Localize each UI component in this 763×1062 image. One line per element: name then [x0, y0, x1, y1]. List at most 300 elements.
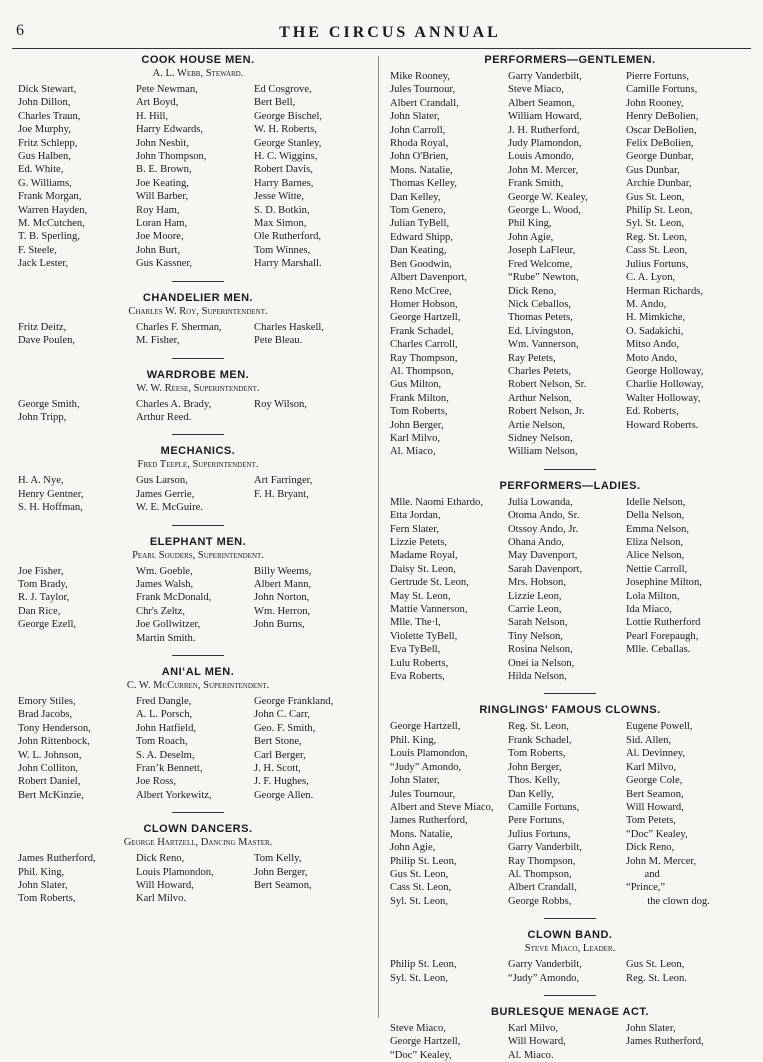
person-name: Onei ia Nelson, [508, 657, 575, 669]
person-name: Frank Schadel, [390, 325, 454, 337]
person-name: Walter Holloway, [626, 392, 701, 404]
person-name: Albert Crandall, [508, 882, 577, 894]
person-name: W. E. McGuire. [136, 502, 203, 514]
section [18, 536, 378, 645]
person-name: W. L. Johnson, [18, 749, 82, 761]
person-name: Artie Nelson, [508, 419, 566, 431]
person-name: John Berger, [254, 866, 308, 878]
person-name: Syl. St. Leon, [390, 895, 448, 907]
person-name: Sidney Nelson, [508, 432, 573, 444]
person-name: Pierre Fortuns, [626, 71, 689, 82]
person-name: Phil King, [508, 218, 552, 230]
person-name: Karl Milvo. [136, 893, 187, 905]
person-name: Gus Kassner, [136, 258, 193, 270]
person-name: John Dillon, [18, 97, 71, 109]
person-name: Dick Reno, [136, 853, 185, 865]
person-name: Julius Fortuns, [626, 258, 689, 270]
person-name: Thomas Kelley, [390, 178, 457, 190]
person-name: Eva Roberts, [390, 671, 445, 683]
person-name: Julia Lowanda, [508, 496, 573, 508]
person-name: “Judy” Amondo, [390, 761, 462, 773]
person-name: Robert Nelson, Jr. [508, 406, 585, 418]
person-name: Will Howard, [136, 880, 194, 892]
person-name: John C. Carr, [254, 709, 311, 721]
person-name: Fern Slater, [390, 523, 440, 535]
person-name: Mlle. Ceballas. [626, 644, 691, 656]
person-name: John Berger, [390, 419, 444, 431]
name-list [390, 1022, 750, 1062]
name-column [18, 398, 136, 425]
person-name: Fred Dangle, [136, 695, 192, 707]
section-title: CHANDELIER MEN. [142, 291, 254, 304]
person-name: Violette TyBell, [390, 630, 458, 642]
name-list [18, 83, 378, 271]
person-name: and [626, 868, 660, 880]
person-name: Fritz Schlepp, [18, 137, 78, 149]
person-name: Tom Brady, [18, 578, 68, 590]
person-name: Wm. Herron, [254, 605, 311, 617]
person-name: John Slater, [18, 880, 68, 892]
person-name: George Hartzell, [390, 312, 461, 324]
name-list [390, 70, 750, 459]
person-name: Bert Bell, [254, 97, 296, 109]
person-name: Pearl Forepaugh, [626, 630, 699, 642]
person-name: Karl Milvo, [508, 1022, 559, 1034]
person-name: Reg. St. Leon, [508, 721, 569, 733]
person-name: Karl Milvo, [626, 761, 677, 773]
person-name: Eliza Nelson, [626, 537, 684, 548]
section-title: ANIʻAL MEN. [161, 665, 235, 678]
name-column [18, 565, 136, 645]
person-name: Mlle. The·l, [390, 617, 441, 629]
person-name: J. F. Hughes, [254, 776, 309, 788]
name-column [136, 321, 254, 348]
left-column [18, 54, 378, 906]
person-name: Eva TyBell, [390, 644, 441, 656]
person-name: Louis Plamondon, [136, 866, 214, 878]
person-name: Frank Morgan, [18, 191, 82, 203]
person-name: H. Hill, [136, 110, 169, 122]
person-name: Rosina Nelson, [508, 644, 573, 656]
person-name: John O'Brien, [390, 151, 449, 163]
section-subtitle: Steve Miaco, Leader. [524, 943, 616, 955]
person-name: Della Nelson, [626, 510, 685, 522]
person-name: Dick Reno, [626, 842, 675, 854]
name-column [18, 321, 136, 348]
person-name: Sarah Nelson, [508, 617, 568, 629]
person-name: H. C. Wiggins, [254, 151, 318, 163]
name-column [390, 1022, 508, 1062]
person-name: Reg. St. Leon, [626, 231, 687, 243]
person-name: Thos. Kelly, [508, 775, 560, 787]
name-column [508, 958, 626, 985]
person-name: Reno McCree, [390, 285, 452, 297]
person-name: Dan Kelly, [508, 788, 554, 800]
name-column [390, 496, 508, 684]
person-name: John Thompson, [136, 151, 207, 163]
person-name: Al. Devinney, [626, 748, 686, 760]
person-name: Bert Seamon, [626, 788, 684, 800]
person-name: Rhoda Royal, [390, 138, 449, 150]
person-name: Robert Davis, [254, 164, 313, 176]
person-name: John Berger, [508, 761, 562, 773]
person-name: Tony Henderson, [18, 722, 91, 734]
person-name: Oscar DeBolien, [626, 124, 697, 136]
person-name: Albert and Steve Miaco, [390, 801, 494, 813]
person-name: Ben Goodwin, [390, 258, 452, 270]
person-name: George W. Kealey, [508, 191, 588, 203]
section [18, 292, 378, 348]
person-name: George Hartzell, [390, 721, 461, 733]
person-name: Jack Lester, [18, 258, 69, 270]
name-column [626, 496, 750, 684]
person-name: Joe Gollwitzer, [136, 619, 201, 631]
person-name: Harry Marshall. [254, 258, 322, 270]
person-name: Mike Rooney, [390, 71, 450, 82]
name-column [254, 695, 378, 802]
name-column [626, 720, 750, 908]
person-name: Henry Gentner, [18, 488, 84, 500]
name-list [18, 852, 378, 906]
person-name: Emma Nelson, [626, 523, 689, 535]
person-name: Madame Royal, [390, 550, 458, 562]
section-title: ELEPHANT MEN. [149, 535, 247, 548]
person-name: John Carroll, [390, 124, 446, 136]
person-name: Garry Vanderbilt, [508, 842, 582, 854]
section-separator [172, 812, 224, 813]
person-name: Fred Welcome, [508, 258, 573, 270]
person-name: Al. Miaco. [508, 1049, 554, 1061]
person-name: the clown dog. [626, 895, 710, 907]
person-name: Jules Tournour, [390, 788, 456, 800]
name-column [508, 496, 626, 684]
person-name: Joe Moore, [136, 231, 184, 243]
person-name: Judy Plamondon, [508, 138, 582, 150]
name-list [390, 958, 750, 985]
person-name: Dan Rice, [18, 605, 61, 617]
person-name: John Burns, [254, 619, 305, 631]
name-column [18, 83, 136, 271]
person-name: Sarah Davenport, [508, 563, 583, 575]
person-name: Ed Cosgrove, [254, 84, 312, 95]
person-name: Roy Wilson, [254, 398, 307, 410]
person-name: Albert Seamon, [508, 97, 575, 109]
person-name: Louis Amondo, [508, 151, 574, 163]
section-subtitle: Pearl Souders, Superintendent. [132, 549, 264, 561]
name-column [508, 1022, 626, 1062]
person-name: Josephine Milton, [626, 577, 702, 589]
section-title: COOK HOUSE MEN. [141, 54, 255, 66]
person-name: Reg. St. Leon. [626, 972, 687, 984]
person-name: Bert Stone, [254, 736, 302, 748]
person-name: Carrie Leon, [508, 604, 562, 616]
running-head: THE CIRCUS ANNUAL [279, 24, 501, 41]
section-separator [544, 693, 596, 694]
person-name: William Howard, [508, 111, 582, 123]
person-name: Henry DeBolien, [626, 111, 699, 123]
person-name: Will Barber, [136, 191, 189, 203]
person-name: Philip St. Leon, [390, 855, 457, 867]
section [18, 54, 378, 271]
person-name: Chr's Zeltz, [136, 605, 185, 617]
person-name: Will Howard, [626, 801, 684, 813]
person-name: Charles Haskell, [254, 321, 325, 333]
section-separator [172, 434, 224, 435]
person-name: Joe Ross, [136, 776, 177, 788]
person-name: Robert Nelson, Sr. [508, 379, 587, 391]
section-subtitle: Fred Teeple, Superintendent. [137, 459, 259, 471]
person-name: Lola Milton, [626, 590, 680, 602]
section-title: WARDROBE MEN. [146, 368, 250, 381]
name-column [18, 695, 136, 802]
person-name: Cass St. Leon, [626, 245, 688, 257]
person-name: John M. Mercer, [508, 164, 579, 176]
person-name: Wm. Goeble, [136, 565, 193, 577]
person-name: May Davenport, [508, 550, 578, 562]
person-name: Ray Petets, [508, 352, 556, 364]
person-name: George Frankland, [254, 695, 334, 707]
person-name: Mons. Natalie, [390, 828, 453, 840]
person-name: Otssoy Ando, Jr. [508, 523, 579, 535]
name-list [18, 398, 378, 425]
person-name: Edward Shipp, [390, 231, 453, 243]
person-name: Philip St. Leon, [626, 205, 693, 217]
section-separator [172, 525, 224, 526]
person-name: Franʼk Bennett, [136, 763, 203, 774]
person-name: Archie Dunbar, [626, 178, 692, 190]
person-name: M. Fisher, [136, 335, 180, 347]
name-column [254, 565, 378, 645]
person-name: S. D. Botkin, [254, 204, 310, 216]
person-name: Dave Poulen, [18, 335, 76, 347]
right-column [390, 54, 750, 1062]
person-name: John Tripp, [18, 411, 67, 423]
person-name: F. H. Bryant, [254, 488, 309, 500]
person-name: Otoma Ando, Sr. [508, 510, 580, 522]
person-name: George Stanley, [254, 137, 322, 149]
person-name: W. H. Roberts, [254, 124, 317, 136]
person-name: Harry Edwards, [136, 124, 204, 136]
person-name: Joseph LaFleur, [508, 245, 576, 257]
person-name: Geo. F. Smith, [254, 722, 316, 734]
person-name: Gus St. Leon, [626, 191, 685, 203]
person-name: Albert Crandall, [390, 97, 459, 109]
person-name: James Gerrie, [136, 488, 195, 500]
person-name: “Doc” Kealey, [626, 828, 688, 840]
person-name: Art Boyd, [136, 97, 179, 109]
person-name: Al. Thompson, [508, 868, 572, 880]
person-name: Etta Jordan, [390, 510, 441, 522]
person-name: Gertrude St. Leon, [390, 577, 469, 589]
name-list [18, 474, 378, 514]
person-name: Albert Davenport, [390, 272, 468, 284]
person-name: Daisy St. Leon, [390, 563, 456, 575]
person-name: Mitso Ando, [626, 339, 679, 351]
person-name: Alice Nelson, [626, 550, 685, 562]
person-name: Joe Fisher, [18, 565, 64, 577]
person-name: Jesse Witte, [254, 191, 304, 203]
name-column [254, 474, 378, 514]
person-name: S. H. Hoffman, [18, 502, 83, 514]
person-name: G. Williams, [18, 177, 72, 189]
name-column [254, 852, 378, 906]
person-name: Max Simon, [254, 218, 307, 230]
person-name: Charles Carroll, [390, 339, 458, 351]
person-name: Mons. Natalie, [390, 164, 453, 176]
person-name: Nettie Carroll, [626, 563, 688, 575]
section-title: CLOWN BAND. [527, 929, 613, 942]
section-subtitle: A. L. Webb, Steward. [152, 68, 244, 79]
person-name: Garry Vanderbilt, [508, 959, 582, 971]
name-column [626, 958, 750, 985]
name-list [390, 720, 750, 908]
person-name: George Smith, [18, 398, 80, 410]
person-name: Wm. Vannerson, [508, 339, 579, 351]
person-name: William Nelson, [508, 446, 578, 458]
person-name: John Slater, [390, 111, 440, 123]
person-name: Bert Seamon, [254, 880, 312, 892]
person-name: Tom Roberts, [508, 748, 566, 760]
person-name: Albert Mann, [254, 578, 312, 590]
name-column [254, 83, 378, 271]
person-name: Charles Petets, [508, 365, 571, 377]
name-column [18, 474, 136, 514]
person-name: Mrs. Hobson, [508, 577, 566, 589]
name-column [254, 321, 378, 348]
person-name: Frank Smith, [508, 178, 564, 190]
person-name: Ida Miaco, [626, 604, 672, 616]
name-column [136, 474, 254, 514]
person-name: John M. Mercer, [626, 855, 697, 867]
person-name: O. Sadakichi, [626, 325, 684, 337]
person-name: “Rube” Newton, [508, 272, 579, 284]
section-separator [172, 281, 224, 282]
person-name: “Judy” Amondo, [508, 972, 580, 984]
person-name: T. B. Sperling, [18, 231, 80, 243]
person-name: Steve Miaco, [390, 1022, 446, 1034]
person-name: George Ezell, [18, 619, 77, 631]
name-list [18, 565, 378, 645]
person-name: Frank Milton, [390, 392, 449, 404]
person-name: Warren Hayden, [18, 204, 88, 216]
section [390, 54, 750, 459]
person-name: Gus St. Leon, [626, 959, 685, 971]
person-name: May St. Leon, [390, 590, 451, 602]
section [390, 1006, 750, 1062]
person-name: B. E. Brown, [136, 164, 192, 176]
person-name: Louis Plamondon, [390, 748, 468, 760]
section-separator [172, 655, 224, 656]
person-name: John Burt, [136, 244, 181, 256]
name-column [254, 398, 378, 425]
person-name: Phil. King, [390, 734, 437, 746]
person-name: Lizzie Leon, [508, 590, 562, 602]
person-name: Gus Larson, [136, 475, 188, 487]
person-name: John Agie, [390, 842, 436, 854]
header-rule [12, 48, 751, 49]
person-name: George Hartzell, [390, 1036, 461, 1048]
person-name: Joe Keating, [136, 177, 189, 189]
name-column [626, 70, 750, 459]
person-name: Camille Fortuns, [508, 801, 580, 813]
person-name: John Slater, [626, 1022, 676, 1034]
person-name: Tiny Nelson, [508, 630, 563, 642]
person-name: Pete Newman, [136, 84, 198, 95]
person-name: George Robbs, [508, 895, 572, 907]
person-name: Julius Fortuns, [508, 828, 571, 840]
person-name: George Allen. [254, 789, 314, 801]
name-column [508, 70, 626, 459]
person-name: Joe Murphy, [18, 124, 71, 136]
person-name: Nick Ceballos, [508, 298, 571, 310]
section-title: RINGLINGS' FAMOUS CLOWNS. [479, 704, 661, 717]
section-subtitle: Charles W. Roy, Superintendent. [128, 305, 268, 317]
person-name: Idelle Nelson, [626, 496, 686, 508]
name-list [390, 496, 750, 684]
person-name: Mlle. Naomi Ethardo, [390, 496, 483, 508]
name-column [136, 83, 254, 271]
person-name: Brad Jacobs, [18, 709, 73, 721]
person-name: Julian TyBell, [390, 218, 450, 230]
section-separator [544, 469, 596, 470]
person-name: Tom Petets, [626, 815, 676, 827]
person-name: Ray Thompson, [390, 352, 458, 364]
person-name: Tom Genero, [390, 205, 446, 217]
person-name: M. McCutchen, [18, 218, 85, 230]
page-number: 6 [16, 22, 24, 39]
person-name: Homer Hobson, [390, 298, 458, 310]
person-name: Carl Berger, [254, 749, 306, 761]
person-name: Al. Thompson, [390, 365, 454, 377]
section-title: PERFORMERS—LADIES. [499, 479, 641, 492]
person-name: James Rutherford, [626, 1036, 704, 1048]
person-name: John Agie, [508, 231, 554, 243]
person-name: Billy Weems, [254, 565, 312, 577]
person-name: Syl. St. Leon, [390, 972, 448, 984]
name-column [390, 70, 508, 459]
person-name: Charlie Holloway, [626, 379, 704, 391]
person-name: Howard Roberts. [626, 419, 699, 431]
person-name: Pete Bleau. [254, 335, 303, 347]
person-name: M. Ando, [626, 298, 667, 310]
section-subtitle: C. W. McCurren, Superintendent. [126, 679, 270, 691]
person-name: Frank McDonald, [136, 592, 212, 604]
section [18, 823, 378, 906]
person-name: Art Farringer, [254, 475, 313, 487]
person-name: James Rutherford, [390, 815, 468, 827]
person-name: R. J. Taylor, [18, 592, 70, 604]
person-name: Ray Thompson, [508, 855, 576, 867]
person-name: George Dunbar, [626, 151, 694, 163]
person-name: Phil. King, [18, 866, 65, 878]
person-name: Herman Richards, [626, 285, 704, 297]
person-name: Loran Ham, [136, 218, 188, 230]
person-name: Harry Barnes, [254, 177, 314, 189]
person-name: Jules Tournour, [390, 84, 456, 96]
person-name: Gus St. Leon, [390, 868, 449, 880]
section-subtitle: George Hartzell, Dancing Master. [123, 837, 273, 849]
person-name: Arthur Nelson, [508, 392, 572, 404]
person-name: Cass St. Leon, [390, 882, 452, 894]
person-name: Lottie Rutherford [626, 617, 701, 629]
section [390, 704, 750, 908]
person-name: John Slater, [390, 775, 440, 787]
person-name: George L. Wood, [508, 205, 581, 217]
person-name: James Rutherford, [18, 853, 96, 865]
section-separator [544, 995, 596, 996]
person-name: Lulu Roberts, [390, 657, 449, 669]
section [18, 666, 378, 802]
